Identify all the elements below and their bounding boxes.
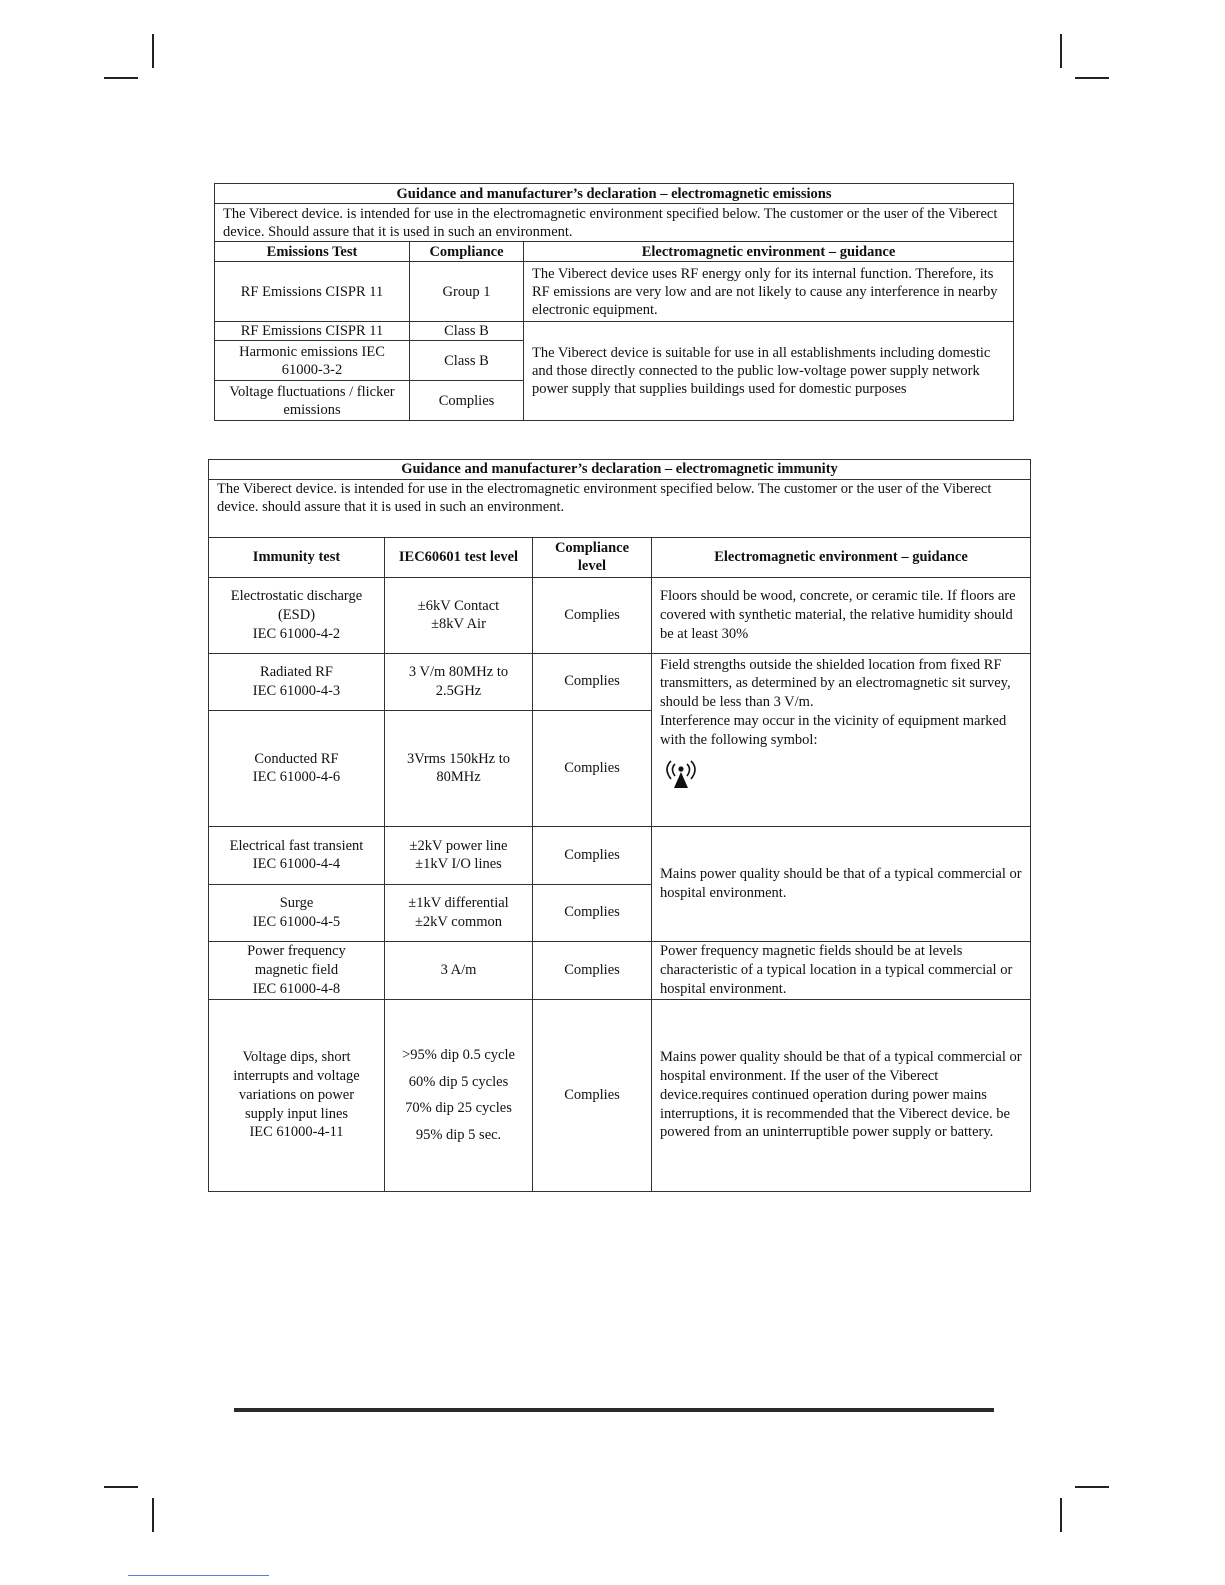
- shared-guidance-cell: The Viberect device is suitable for use in all establishments including domestic and those directly connected to the public low-voltage power supply network power supply that supplies buildings used for domestic purposes: [524, 322, 1014, 421]
- immunity-test-cell: [209, 999, 385, 1191]
- compliance-cell: Complies: [533, 577, 652, 653]
- test-level-line: ±6kV Contact: [417, 597, 500, 614]
- emissions-test-cell: Harmonic emissions IEC 61000-3-2: [215, 341, 410, 381]
- test-level-cell: [385, 941, 533, 999]
- immunity-table: [208, 459, 1031, 1192]
- guidance-cell: The Viberect device uses RF energy only for its internal function. Therefore, its RF emissions are very low and are not likely to cause any interference in nearby electronic equipment.: [524, 262, 1014, 322]
- emissions-test-cell: RF Emissions CISPR 11: [215, 262, 410, 322]
- compliance-cell: Complies: [533, 653, 652, 710]
- immunity-test-line: interrupts and voltage: [233, 1068, 360, 1085]
- compliance-cell: Complies: [533, 941, 652, 999]
- table-row: [209, 999, 1031, 1191]
- test-level-line: 70% dip 25 cycles: [405, 1100, 512, 1117]
- crop-mark-bottom-left-vertical: [152, 1498, 154, 1532]
- test-level-cell: [385, 999, 533, 1191]
- immunity-test-cell: [209, 826, 385, 884]
- immunity-test-cell: [209, 577, 385, 653]
- test-level-line: ±2kV common: [414, 913, 503, 930]
- immunity-test-line: supply input lines: [244, 1105, 349, 1122]
- table-row: [215, 322, 1014, 341]
- header-compliance-level: Compliance level: [533, 537, 652, 577]
- guidance-cell: Mains power quality should be that of a typical commercial or hospital environment. If the user of the Viberect device.requires continued operation during power mains interruptions, it is recommended that the Viberect device. be powered from an uninterruptible power supply or battery.: [652, 999, 1031, 1191]
- immunity-test-line: Radiated RF: [260, 664, 333, 680]
- immunity-test-line: IEC 61000-4-5: [252, 913, 341, 930]
- immunity-test-line: IEC 61000-4-8: [252, 980, 341, 997]
- emissions-table-title: Guidance and manufacturer’s declaration – electromagnetic emissions: [215, 184, 1014, 204]
- link-underline: [128, 1575, 269, 1576]
- header-immunity-test: Immunity test: [209, 537, 385, 577]
- test-level-line: ±1kV differential: [408, 895, 509, 911]
- compliance-cell: Complies: [533, 999, 652, 1191]
- immunity-test-line: magnetic field: [254, 961, 339, 978]
- emissions-test-cell: Voltage fluctuations / flicker emissions: [215, 381, 410, 421]
- immunity-test-line: variations on power: [238, 1086, 355, 1103]
- test-level-line: ±1kV I/O lines: [415, 856, 502, 873]
- immunity-test-cell: [209, 710, 385, 826]
- immunity-test-line: Voltage dips, short: [242, 1049, 351, 1066]
- compliance-cell: Group 1: [410, 262, 524, 322]
- test-level-line: 60% dip 5 cycles: [408, 1073, 509, 1090]
- immunity-test-line: Power frequency: [247, 943, 346, 960]
- mains-guidance-cell: Mains power quality should be that of a typical commercial or hospital environment.: [652, 826, 1031, 941]
- immunity-test-line: IEC 61000-4-6: [252, 769, 341, 786]
- immunity-table-title: Guidance and manufacturer’s declaration – electromagnetic immunity: [209, 460, 1031, 480]
- immunity-test-line: Electrostatic discharge: [230, 588, 363, 605]
- table-row: [209, 826, 1031, 884]
- compliance-cell: Complies: [533, 826, 652, 884]
- header-compliance: Compliance: [410, 242, 524, 262]
- immunity-test-cell: [209, 941, 385, 999]
- rf-guidance-cell: [652, 653, 1031, 826]
- crop-mark-top-left-vertical: [152, 34, 154, 68]
- immunity-test-line: IEC 61000-4-11: [249, 1124, 344, 1141]
- guidance-cell: Power frequency magnetic fields should be at levels characteristic of a typical location in a typical commercial or hospital environment.: [652, 941, 1031, 999]
- crop-mark-bottom-right-vertical: [1060, 1498, 1062, 1532]
- compliance-cell: Class B: [410, 341, 524, 381]
- non-ionizing-radiation-icon: [660, 755, 702, 789]
- crop-mark-top-right-horizontal: [1075, 77, 1109, 79]
- header-em-guidance: Electromagnetic environment – guidance: [524, 242, 1014, 262]
- test-level-line: ±8kV Air: [431, 616, 486, 633]
- guidance-cell: Floors should be wood, concrete, or ceramic tile. If floors are covered with synthetic material, the relative humidity should be at least 30%: [652, 577, 1031, 653]
- immunity-test-line: Conducted RF: [254, 750, 339, 767]
- emissions-header-row: [215, 242, 1014, 262]
- rf-guidance-text-2: Interference may occur in the vicinity of equipment marked with the following symbol:: [660, 712, 1007, 748]
- compliance-cell: Class B: [410, 322, 524, 341]
- test-level-cell: [385, 884, 533, 941]
- crop-mark-top-right-vertical: [1060, 34, 1062, 68]
- test-level-line: 80MHz: [436, 769, 481, 786]
- immunity-test-line: IEC 61000-4-3: [252, 682, 341, 699]
- table-row: [209, 941, 1031, 999]
- immunity-test-cell: [209, 884, 385, 941]
- test-level-cell: [385, 710, 533, 826]
- rf-guidance-text-1: Field strengths outside the shielded location from fixed RF transmitters, as determined by an electromagnetic sit survey, should be less than 3 V/m.: [660, 656, 1011, 711]
- test-level-cell: [385, 826, 533, 884]
- emissions-table-intro: The Viberect device. is intended for use in the electromagnetic environment specified below. The customer or the user of the Viberect device. Should assure that it is used in such an environment.: [215, 204, 1014, 242]
- header-em-guidance: Electromagnetic environment – guidance: [652, 537, 1031, 577]
- crop-mark-bottom-right-horizontal: [1075, 1486, 1109, 1488]
- immunity-test-line: IEC 61000-4-2: [252, 625, 341, 642]
- immunity-table-intro: The Viberect device. is intended for use in the electromagnetic environment specified below. The customer or the user of the Viberect device. should assure that it is used in such an environment.: [209, 479, 1031, 537]
- test-level-line: 2.5GHz: [435, 682, 482, 699]
- test-level-cell: [385, 577, 533, 653]
- test-level-line: 3 V/m 80MHz to: [408, 664, 509, 680]
- immunity-header-row: [209, 537, 1031, 577]
- test-level-line: ±2kV power line: [409, 837, 508, 854]
- header-test-level: IEC60601 test level: [385, 537, 533, 577]
- test-level-line: 3Vrms 150kHz to: [406, 750, 511, 767]
- compliance-cell: Complies: [533, 884, 652, 941]
- immunity-test-line: (ESD): [277, 606, 316, 623]
- crop-mark-top-left-horizontal: [104, 77, 138, 79]
- test-level-line: 95% dip 5 sec.: [415, 1126, 502, 1143]
- immunity-test-cell: [209, 653, 385, 710]
- test-level-line: >95% dip 0.5 cycle: [402, 1046, 515, 1063]
- table-row: [215, 262, 1014, 322]
- immunity-test-line: Electrical fast transient: [229, 837, 364, 854]
- immunity-test-line: Surge: [279, 895, 314, 911]
- compliance-cell: Complies: [410, 381, 524, 421]
- header-emissions-test: Emissions Test: [215, 242, 410, 262]
- immunity-test-line: IEC 61000-4-4: [252, 856, 341, 873]
- test-level-line: 3 A/m: [440, 961, 477, 978]
- table-row: [209, 653, 1031, 710]
- crop-mark-bottom-left-horizontal: [104, 1486, 138, 1488]
- emissions-test-cell: RF Emissions CISPR 11: [215, 322, 410, 341]
- table-row: [209, 577, 1031, 653]
- test-level-cell: [385, 653, 533, 710]
- footer-rule: [234, 1408, 994, 1412]
- compliance-cell: Complies: [533, 710, 652, 826]
- emissions-table: [214, 183, 1014, 421]
